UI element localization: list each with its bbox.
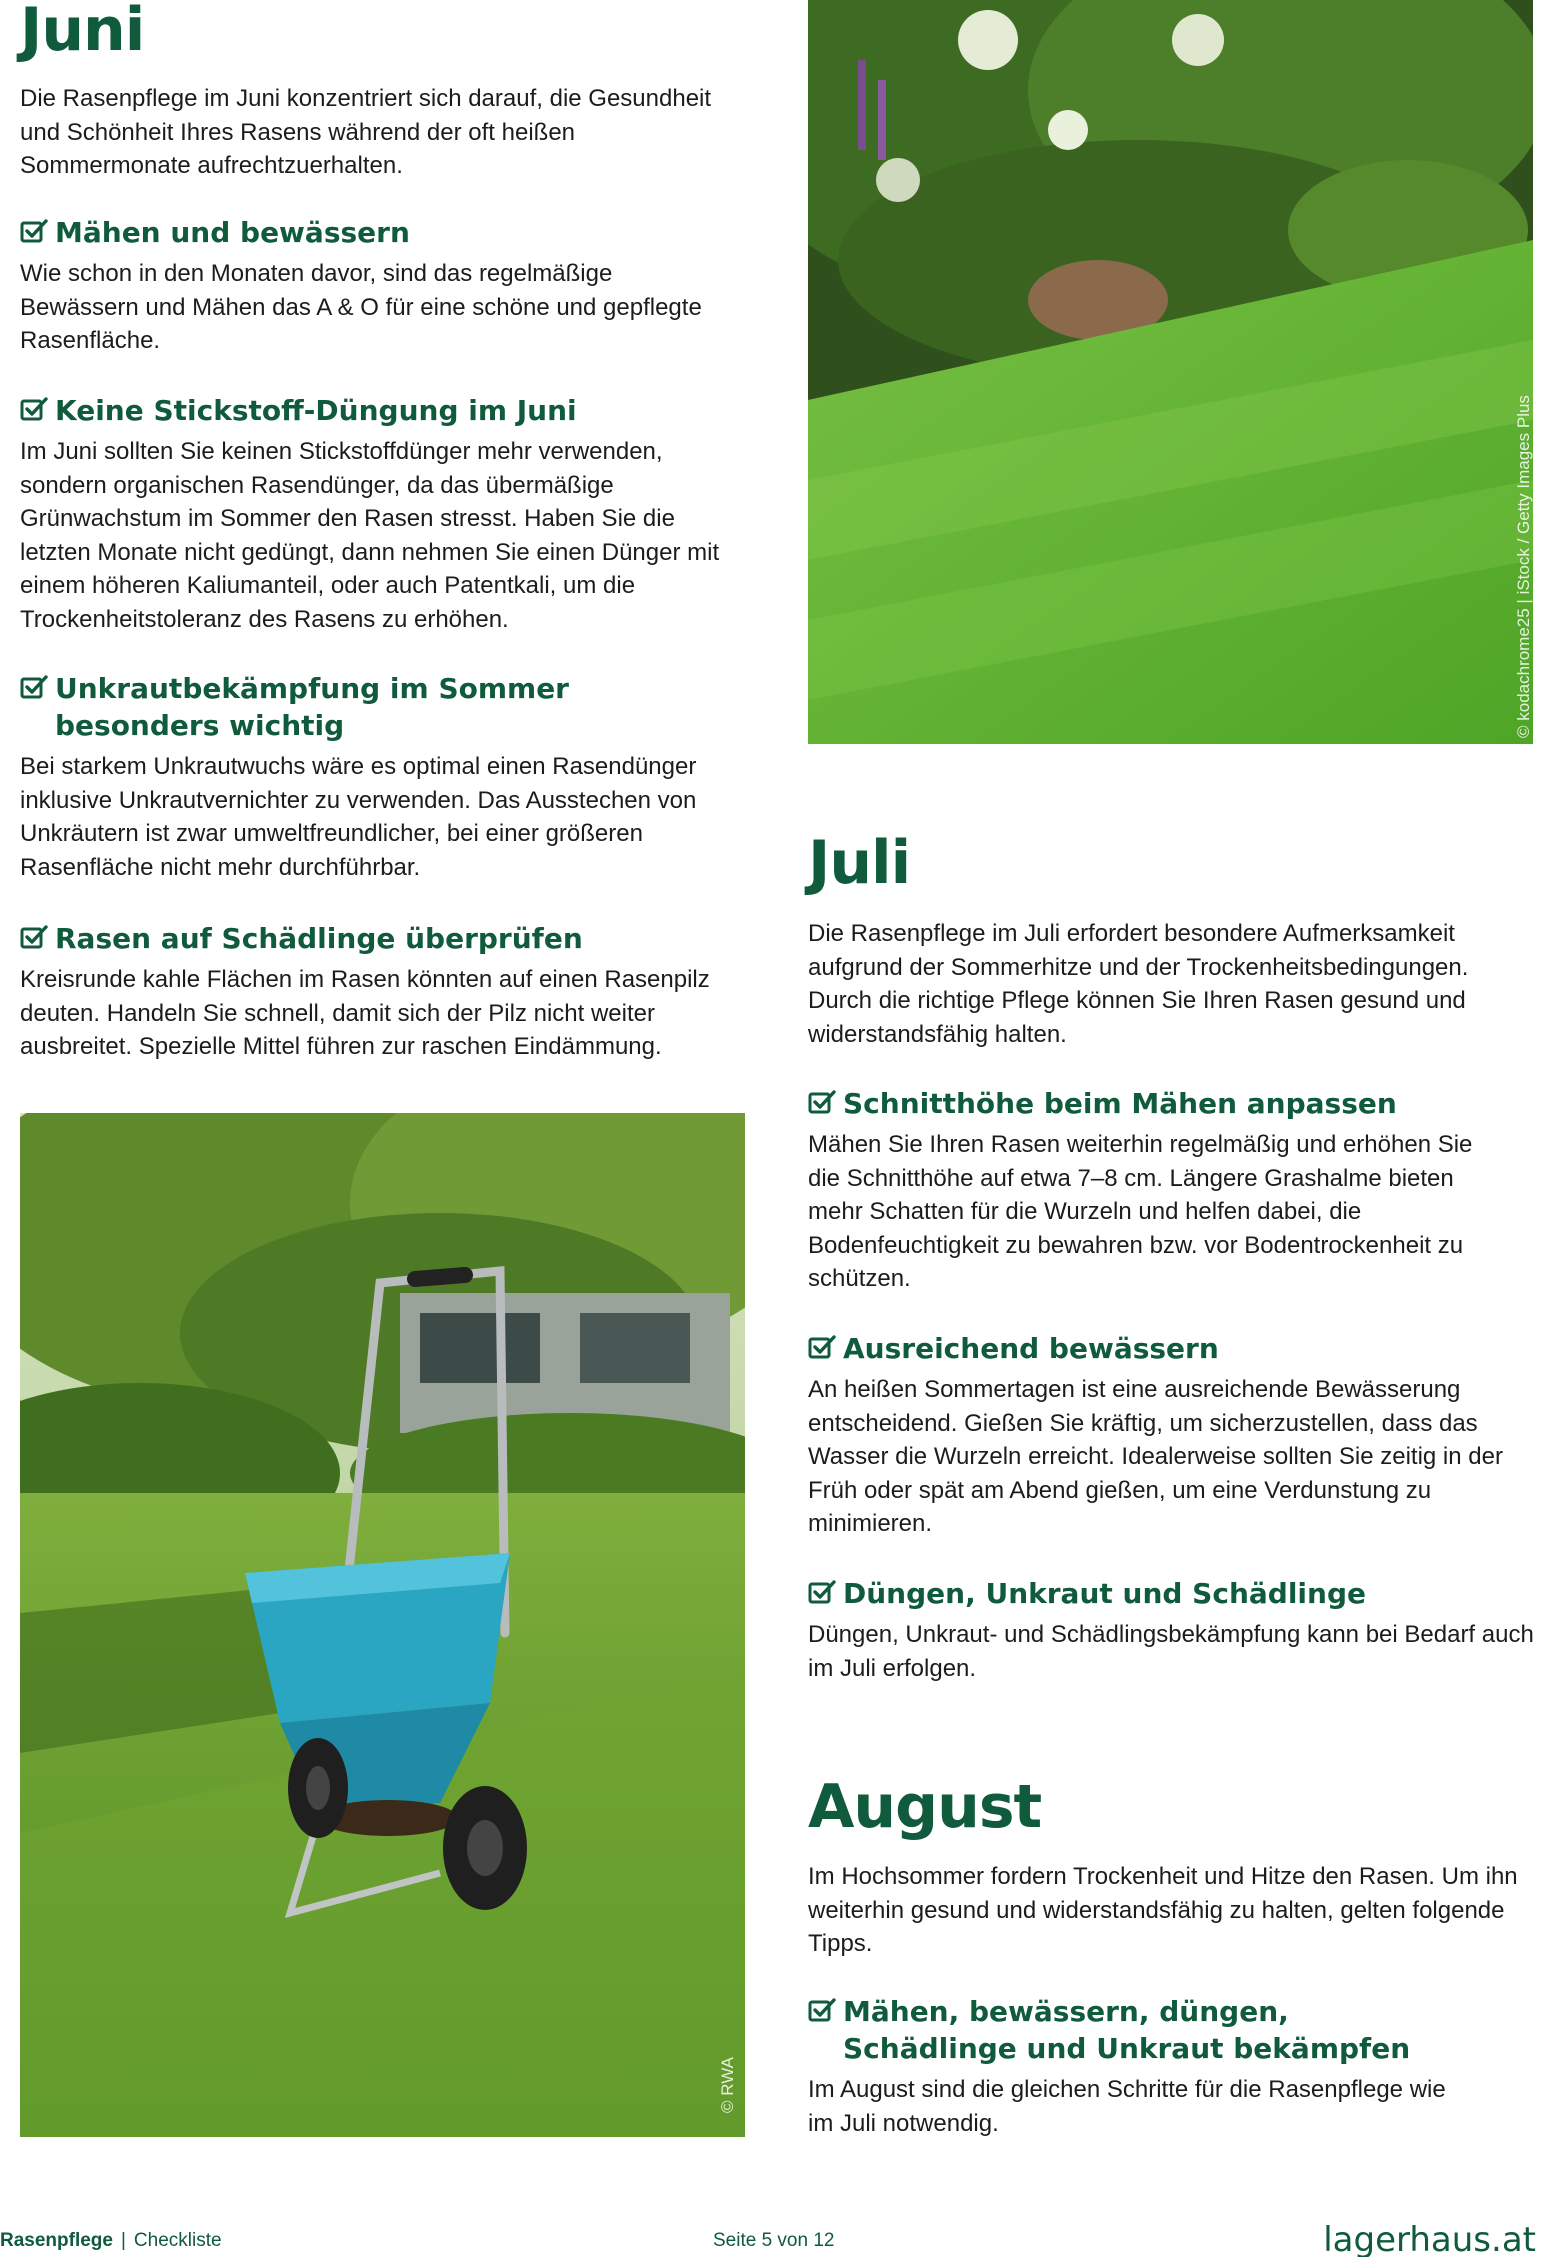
section-header — [20, 392, 760, 429]
section-title: Mähen und bewässern — [55, 216, 410, 249]
footer-separator: | — [120, 2230, 126, 2251]
section-title: Düngen, Unkraut und Schädlinge — [843, 1577, 1366, 1610]
july-section — [808, 1575, 1538, 1685]
garden-lawn-photo — [808, 0, 1533, 744]
checkbox-checked-icon — [808, 1334, 836, 1360]
checkbox-checked-icon — [808, 1089, 836, 1115]
section-title: Ausreichend bewässern — [843, 1332, 1219, 1365]
section-header — [20, 214, 760, 251]
june-title: Juni — [20, 0, 145, 65]
section-header — [808, 1085, 1538, 1122]
section-title: Rasen auf Schädlinge überprüfen — [55, 922, 583, 955]
checkbox-checked-icon — [808, 1579, 836, 1605]
july-title: Juli — [808, 828, 911, 898]
checkbox-checked-icon — [20, 674, 48, 700]
spreader-photo-credit: © RWA — [718, 2057, 737, 2113]
august-section — [808, 1993, 1538, 2140]
checkbox-checked-icon — [20, 396, 48, 422]
footer-doc-title: Rasenpflege — [0, 2230, 113, 2251]
footer-doc-info — [0, 2230, 222, 2252]
section-header — [20, 920, 760, 957]
spreader-photo — [20, 1113, 745, 2137]
june-section — [20, 214, 760, 358]
section-body: Düngen, Unkraut- und Schädlingsbekämpfung kann bei Bedarf auch im Juli erfolgen. — [808, 1621, 1534, 1682]
section-body: Wie schon in den Monaten davor, sind das regelmäßige Bewässern und Mähen das A & O für eine schöne und gepflegte Rasenfläche. — [20, 260, 702, 354]
section-body: Im August sind die gleichen Schritte für die Rasenpflege wie im Juli notwendig. — [808, 2076, 1446, 2137]
section-title: Mähen, bewässern, düngen, Schädlinge und Unkraut bekämpfen — [843, 1995, 1411, 2065]
august-intro: Im Hochsommer fordern Trockenheit und Hitze den Rasen. Um ihn weiterhin gesund und widerstandsfähig zu halten, gelten folgende Tipps. — [808, 1863, 1518, 1957]
section-header — [808, 1575, 1538, 1612]
section-title: Schnitthöhe beim Mähen anpassen — [843, 1087, 1397, 1120]
section-body: Kreisrunde kahle Flächen im Rasen könnten auf einen Rasenpilz deuten. Handeln Sie schnell, damit sich der Pilz nicht weiter ausbreitet. Spezielle Mittel führen zur raschen Eindämmung. — [20, 966, 710, 1060]
garden-photo-credit: © kodachrome25 | iStock / Getty Images Plus — [1514, 395, 1533, 738]
footer-page-number: Seite 5 von 12 — [713, 2230, 835, 2251]
footer-section: Checkliste — [133, 2230, 222, 2251]
july-section — [808, 1085, 1538, 1296]
section-body: Bei starkem Unkrautwuchs wäre es optimal einen Rasendünger inklusive Unkrautvernichter zu verwenden. Das Ausstechen von Unkräutern ist zwar umweltfreundlicher, bei einer größeren Rasenfläche nicht mehr durchführbar. — [20, 753, 697, 881]
section-header — [808, 1993, 1538, 2067]
july-intro: Die Rasenpflege im Juli erfordert besondere Aufmerksamkeit aufgrund der Sommerhitze und der Trockenheitsbedingungen. Durch die richtige Pflege können Sie Ihren Rasen gesund und widerstandsfähig halten. — [808, 920, 1469, 1048]
july-section — [808, 1330, 1538, 1541]
section-body: An heißen Sommertagen ist eine ausreichende Bewässerung entscheidend. Gießen Sie kräftig, um sicherzustellen, dass das Wasser die Wurzeln erreicht. Idealerweise sollten Sie zeitig in der Früh oder spät am Abend gießen, um eine Verdunstung zu minimieren. — [808, 1376, 1503, 1537]
checkbox-checked-icon — [808, 1997, 836, 2023]
page-footer — [0, 2220, 1550, 2257]
june-section — [20, 670, 760, 884]
footer-brand-link[interactable]: lagerhaus.at — [1323, 2220, 1536, 2257]
june-intro: Die Rasenpflege im Juni konzentriert sich darauf, die Gesundheit und Schönheit Ihres Rasens während der oft heißen Sommermonate aufrechtzuerhalten. — [20, 85, 712, 179]
section-header — [20, 670, 760, 744]
section-title: Keine Stickstoff-Düngung im Juni — [55, 394, 577, 427]
june-section — [20, 392, 760, 636]
section-header — [808, 1330, 1538, 1367]
june-section — [20, 920, 760, 1064]
august-title: August — [808, 1772, 1042, 1842]
section-title: Unkrautbekämpfung im Sommer besonders wichtig — [55, 672, 569, 742]
checkbox-checked-icon — [20, 218, 48, 244]
section-body: Im Juni sollten Sie keinen Stickstoffdünger mehr verwenden, sondern organischen Rasendünger, da das übermäßige Grünwachstum im Sommer den Rasen stresst. Haben Sie die letzten Monate nicht gedüngt, dann nehmen Sie einen Dünger mit einem höheren Kaliumanteil, oder auch Patentkali, um die Trockenheitstoleranz des Rasens zu erhöhen. — [20, 438, 720, 633]
section-body: Mähen Sie Ihren Rasen weiterhin regelmäßig und erhöhen Sie die Schnitthöhe auf etwa 7–8 cm. Längere Grashalme bieten mehr Schatten für die Wurzeln und helfen dabei, die Bodenfeuchtigkeit zu bewahren bzw. vor Bodentrockenheit zu schützen. — [808, 1131, 1473, 1292]
june-header — [20, 0, 145, 65]
checkbox-checked-icon — [20, 924, 48, 950]
